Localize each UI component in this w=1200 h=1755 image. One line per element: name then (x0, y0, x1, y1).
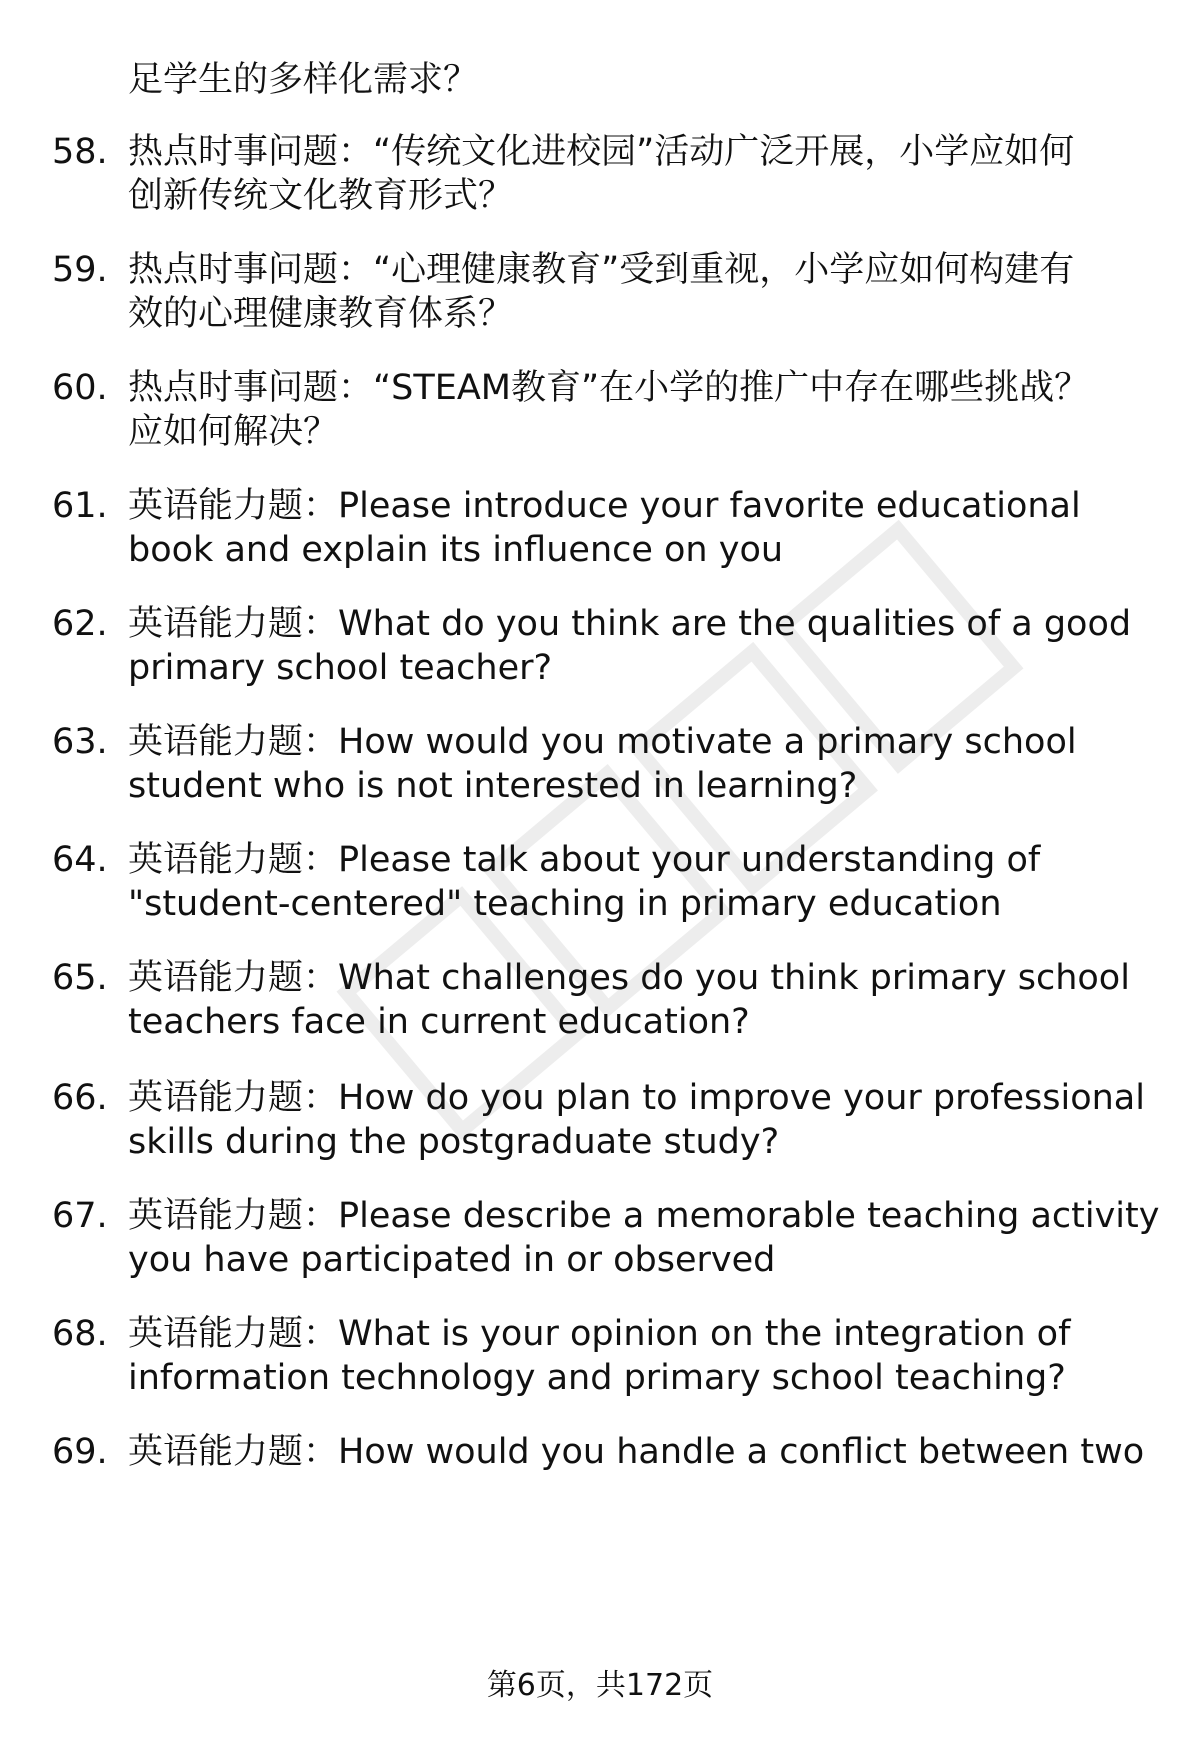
question-number: 68. (52, 1314, 108, 1354)
question-text-line1: 英语能力题：How do you plan to improve your professional (128, 1078, 1145, 1118)
question-number: 60. (52, 368, 108, 408)
carryover-line: 足学生的多样化需求？ (128, 60, 479, 100)
question-number: 62. (52, 604, 108, 644)
question-text-line2: teachers face in current education? (128, 1002, 750, 1042)
question-text-line1: 热点时事问题：“传统文化进校园”活动广泛开展，小学应如何 (128, 132, 1075, 172)
question-text-line2: skills during the postgraduate study? (128, 1122, 780, 1162)
question-text-line2: student who is not interested in learning? (128, 766, 858, 806)
question-text-line1: 英语能力题：How would you handle a conflict between two (128, 1432, 1145, 1472)
question-text-line2: "student-centered" teaching in primary education (128, 884, 1002, 924)
question-number: 58. (52, 132, 108, 172)
question-number: 61. (52, 486, 108, 526)
question-text-line2: book and explain its influence on you (128, 530, 784, 570)
question-text-line1: 英语能力题：Please talk about your understanding of (128, 840, 1041, 880)
question-text-line2: 应如何解决？ (128, 412, 339, 452)
page-footer: 第6页，共172页 (486, 1668, 714, 1703)
question-text-line1: 英语能力题：What challenges do you think primary school (128, 958, 1130, 998)
question-text-line1: 英语能力题：What do you think are the qualities of a good (128, 604, 1132, 644)
question-text-line2: information technology and primary school teaching? (128, 1358, 1066, 1398)
question-number: 59. (52, 250, 108, 290)
question-text-line1: 英语能力题：Please describe a memorable teaching activity (128, 1196, 1160, 1236)
question-text-line2: primary school teacher? (128, 648, 553, 688)
question-text-line1: 英语能力题：What is your opinion on the integration of (128, 1314, 1071, 1354)
question-text-line1: 热点时事问题：“心理健康教育”受到重视，小学应如何构建有 (128, 250, 1075, 290)
question-text-line1: 英语能力题：How would you motivate a primary school (128, 722, 1077, 762)
question-number: 67. (52, 1196, 108, 1236)
question-number: 69. (52, 1432, 108, 1472)
question-text-line2: 效的心理健康教育体系？ (128, 294, 514, 334)
question-text-line2: you have participated in or observed (128, 1240, 776, 1280)
question-number: 66. (52, 1078, 108, 1118)
question-text-line1: 英语能力题：Please introduce your favorite educational (128, 486, 1081, 526)
question-number: 65. (52, 958, 108, 998)
question-text-line2: 创新传统文化教育形式？ (128, 176, 514, 216)
question-number: 64. (52, 840, 108, 880)
question-number: 63. (52, 722, 108, 762)
question-text-line1: 热点时事问题：“STEAM教育”在小学的推广中存在哪些挑战？ (128, 368, 1090, 408)
